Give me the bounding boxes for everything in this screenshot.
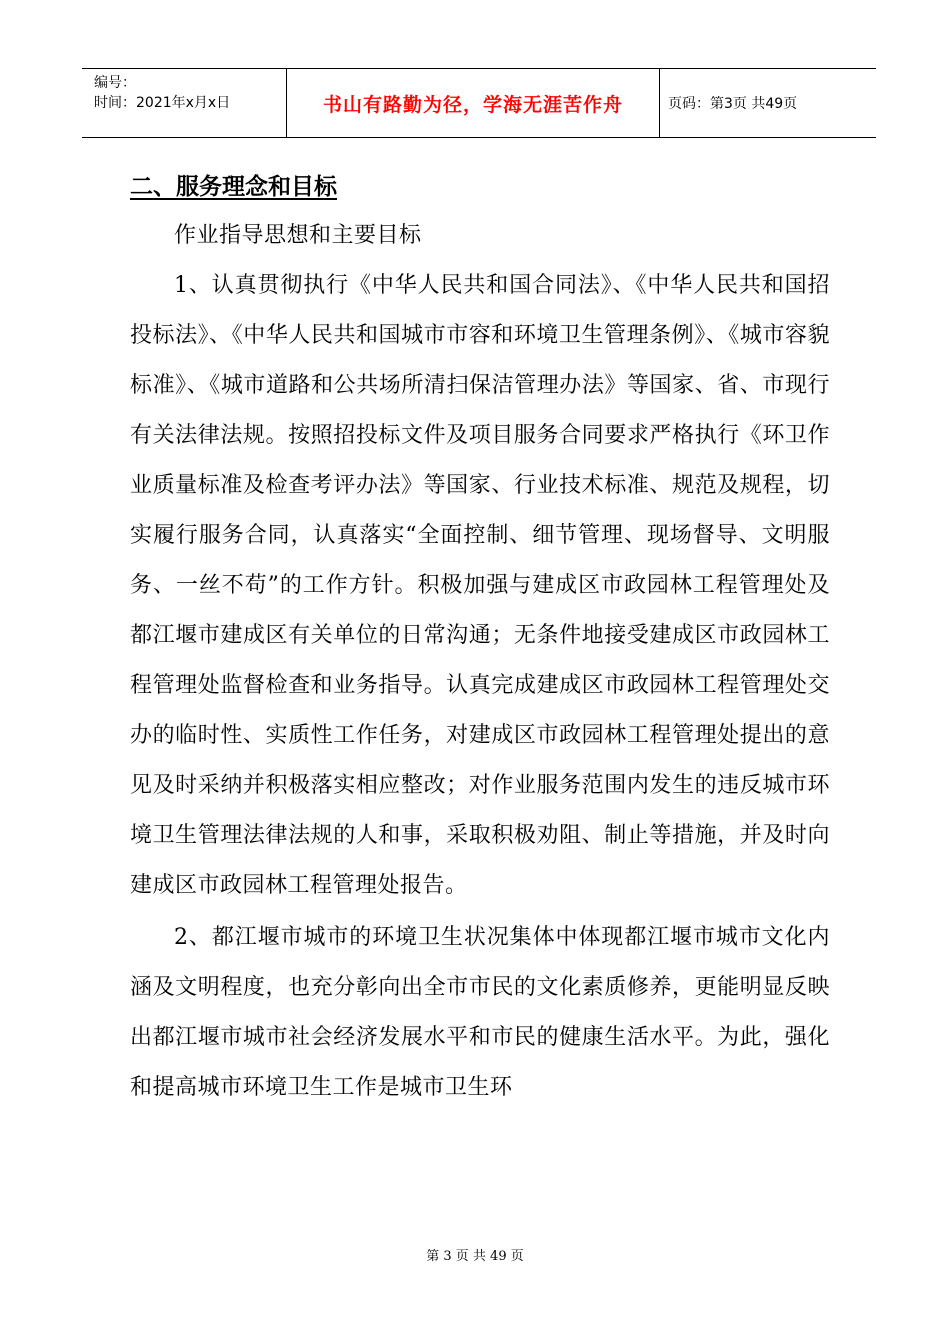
section-title: 二、服务理念和目标: [130, 173, 337, 200]
paragraph-1: 1、认真贯彻执行《中华人民共和国合同法》、《中华人民共和国招投标法》、《中华人民共和国城市市容和环境卫生管理条例》、《城市容貌标准》、《城市道路和公共场所清扫保洁管理办法》等国家、省、市现行有关法律法规。按照招投标文件及项目服务合同要求严格执行《环卫作业质量标准及检查考评办法》等国家、行业技术标准、规范及规程，切实履行服务合同，认真落实“全面控制、细节管理、现场督导、文明服务、一丝不苟”的工作方针。积极加强与建成区市政园林工程管理处及都江堰市建成区有关单位的日常沟通；无条件地接受建成区市政园林工程管理处监督检查和业务指导。认真完成建成区市政园林工程管理处交办的临时性、实质性工作任务，对建成区市政园林工程管理处提出的意见及时采纳并积极落实相应整改；对作业服务范围内发生的违反城市环境卫生管理法律法规的人和事，采取积极劝阻、制止等措施，并及时向建成区市政园林工程管理处报告。: [130, 273, 830, 898]
page-label: 页码：第3页 共49页: [668, 96, 798, 112]
slogan-text: 书山有路勤为径，学海无涯苦作舟: [322, 93, 623, 116]
header-slogan-cell: [287, 69, 660, 137]
document-header: [82, 68, 876, 138]
section-subtitle: 作业指导思想和主要目标: [174, 223, 422, 248]
time-label: 时间：2021年x月x日: [94, 95, 231, 111]
page-footer: 第 3 页 共 49 页: [426, 1249, 524, 1264]
header-meta-cell: [82, 69, 287, 137]
paragraph-2: 2、都江堰市城市的环境卫生状况集体中体现都江堰市城市文化内涵及文明程度，也充分彰向出全市市民的文化素质修养，更能明显反映出都江堰市城市社会经济发展水平和市民的健康生活水平。为此，强化和提高城市环境卫生工作是城市卫生环: [130, 925, 830, 1100]
header-page-cell: [660, 69, 876, 137]
number-label: 编号：: [94, 75, 136, 91]
document-body: [130, 165, 830, 1113]
